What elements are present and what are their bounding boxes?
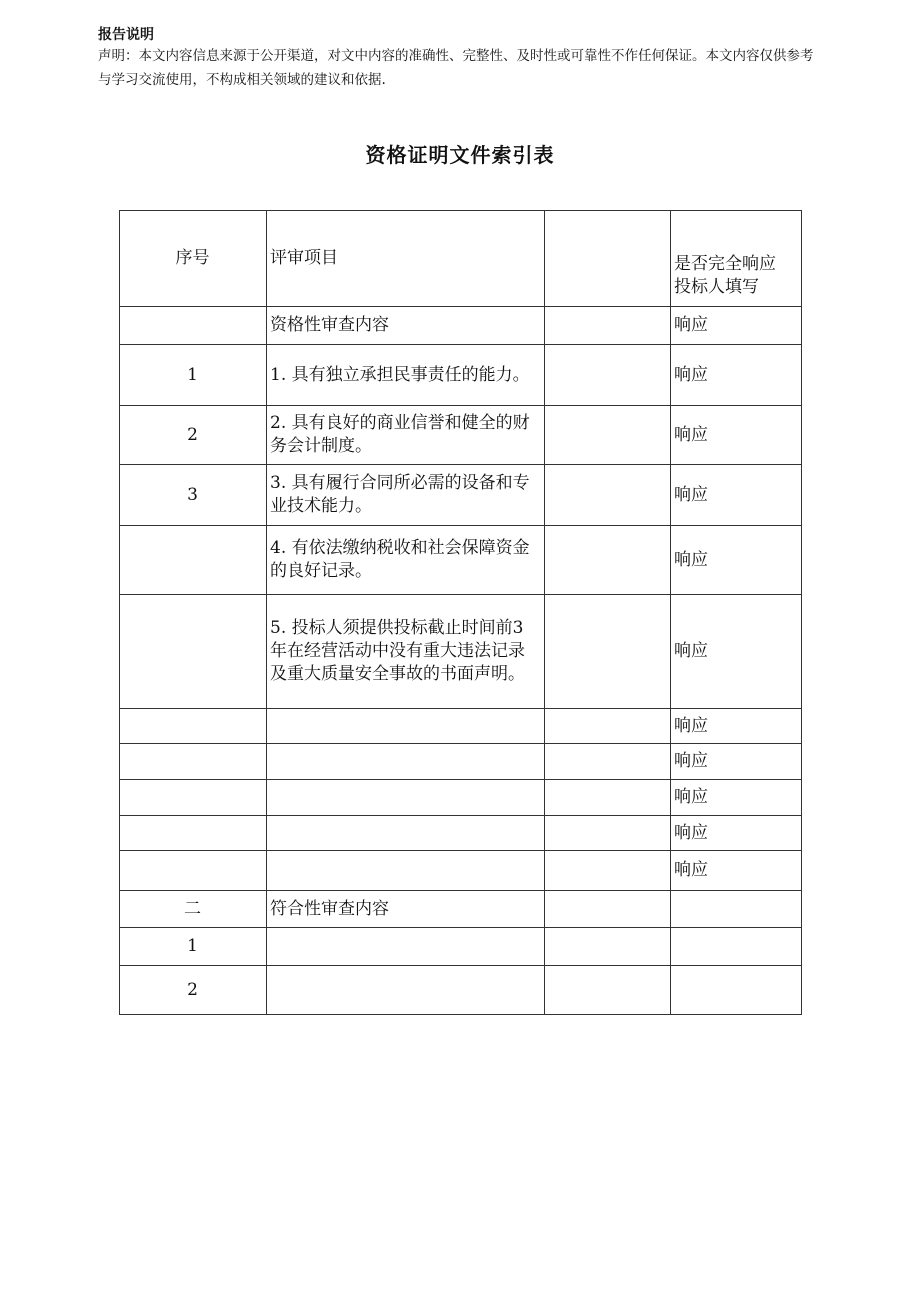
row-col3 <box>545 465 671 526</box>
row-response: 响应 <box>671 465 802 526</box>
row-item: 资格性审查内容 <box>267 307 545 345</box>
row-seq <box>120 709 267 744</box>
row-seq: 2 <box>120 966 267 1015</box>
row-response: 响应 <box>671 345 802 406</box>
row-response <box>671 891 802 928</box>
row-item <box>267 709 545 744</box>
table-row <box>120 780 802 816</box>
row-seq: 2 <box>120 406 267 465</box>
row-item <box>267 966 545 1015</box>
header-item: 评审项目 <box>267 211 545 307</box>
header-response-line2: 投标人填写 <box>674 277 759 297</box>
row-col3 <box>545 526 671 595</box>
row-seq <box>120 851 267 891</box>
table-row <box>120 307 802 345</box>
row-response: 响应 <box>671 307 802 345</box>
row-col3 <box>545 851 671 891</box>
table-row <box>120 928 802 966</box>
row-seq <box>120 816 267 851</box>
row-col3 <box>545 709 671 744</box>
row-response: 响应 <box>671 709 802 744</box>
row-item <box>267 744 545 780</box>
disclaimer-text: 声明：本文内容信息来源于公开渠道，对文中内容的准确性、完整性、及时性或可靠性不作任何保证。本文内容仅供参考与学习交流使用，不构成相关领域的建议和依据. <box>98 48 814 88</box>
row-col3 <box>545 966 671 1015</box>
row-response: 响应 <box>671 816 802 851</box>
table-row <box>120 744 802 780</box>
table-row <box>120 595 802 709</box>
table-row <box>120 891 802 928</box>
row-seq <box>120 595 267 709</box>
report-heading: 报告说明 <box>98 27 154 43</box>
table-row <box>120 526 802 595</box>
row-seq: 二 <box>120 891 267 928</box>
row-col3 <box>545 345 671 406</box>
table-header-row <box>120 211 802 307</box>
row-item: 2. 具有良好的商业信誉和健全的财务会计制度。 <box>267 406 545 465</box>
row-col3 <box>545 406 671 465</box>
row-item: 符合性审查内容 <box>267 891 545 928</box>
row-seq <box>120 307 267 345</box>
table-row <box>120 709 802 744</box>
row-item <box>267 816 545 851</box>
row-response: 响应 <box>671 526 802 595</box>
row-response: 响应 <box>671 780 802 816</box>
row-item <box>267 780 545 816</box>
row-response: 响应 <box>671 406 802 465</box>
row-item: 1. 具有独立承担民事责任的能力。 <box>267 345 545 406</box>
row-seq: 3 <box>120 465 267 526</box>
header-seq: 序号 <box>120 211 267 307</box>
row-seq <box>120 744 267 780</box>
header-response <box>671 211 802 307</box>
header-blank <box>545 211 671 307</box>
row-seq <box>120 780 267 816</box>
table-row <box>120 406 802 465</box>
header-response-line1: 是否完全响应 <box>674 254 776 274</box>
row-col3 <box>545 928 671 966</box>
row-item <box>267 851 545 891</box>
table-row <box>120 851 802 891</box>
row-col3 <box>545 891 671 928</box>
row-col3 <box>545 744 671 780</box>
row-seq: 1 <box>120 345 267 406</box>
table-row <box>120 345 802 406</box>
row-item: 3. 具有履行合同所必需的设备和专业技术能力。 <box>267 465 545 526</box>
row-item <box>267 928 545 966</box>
qualification-index-table <box>119 210 802 1015</box>
row-col3 <box>545 307 671 345</box>
row-col3 <box>545 816 671 851</box>
row-seq: 1 <box>120 928 267 966</box>
row-seq <box>120 526 267 595</box>
table-row <box>120 465 802 526</box>
row-col3 <box>545 595 671 709</box>
document-title: 资格证明文件索引表 <box>365 143 555 167</box>
row-response: 响应 <box>671 851 802 891</box>
table-row <box>120 816 802 851</box>
row-item: 5. 投标人须提供投标截止时间前3年在经营活动中没有重大违法记录及重大质量安全事故的书面声明。 <box>267 595 545 709</box>
row-response <box>671 966 802 1015</box>
row-response: 响应 <box>671 595 802 709</box>
table-row <box>120 966 802 1015</box>
row-col3 <box>545 780 671 816</box>
row-response <box>671 928 802 966</box>
row-item: 4. 有依法缴纳税收和社会保障资金的良好记录。 <box>267 526 545 595</box>
row-response: 响应 <box>671 744 802 780</box>
